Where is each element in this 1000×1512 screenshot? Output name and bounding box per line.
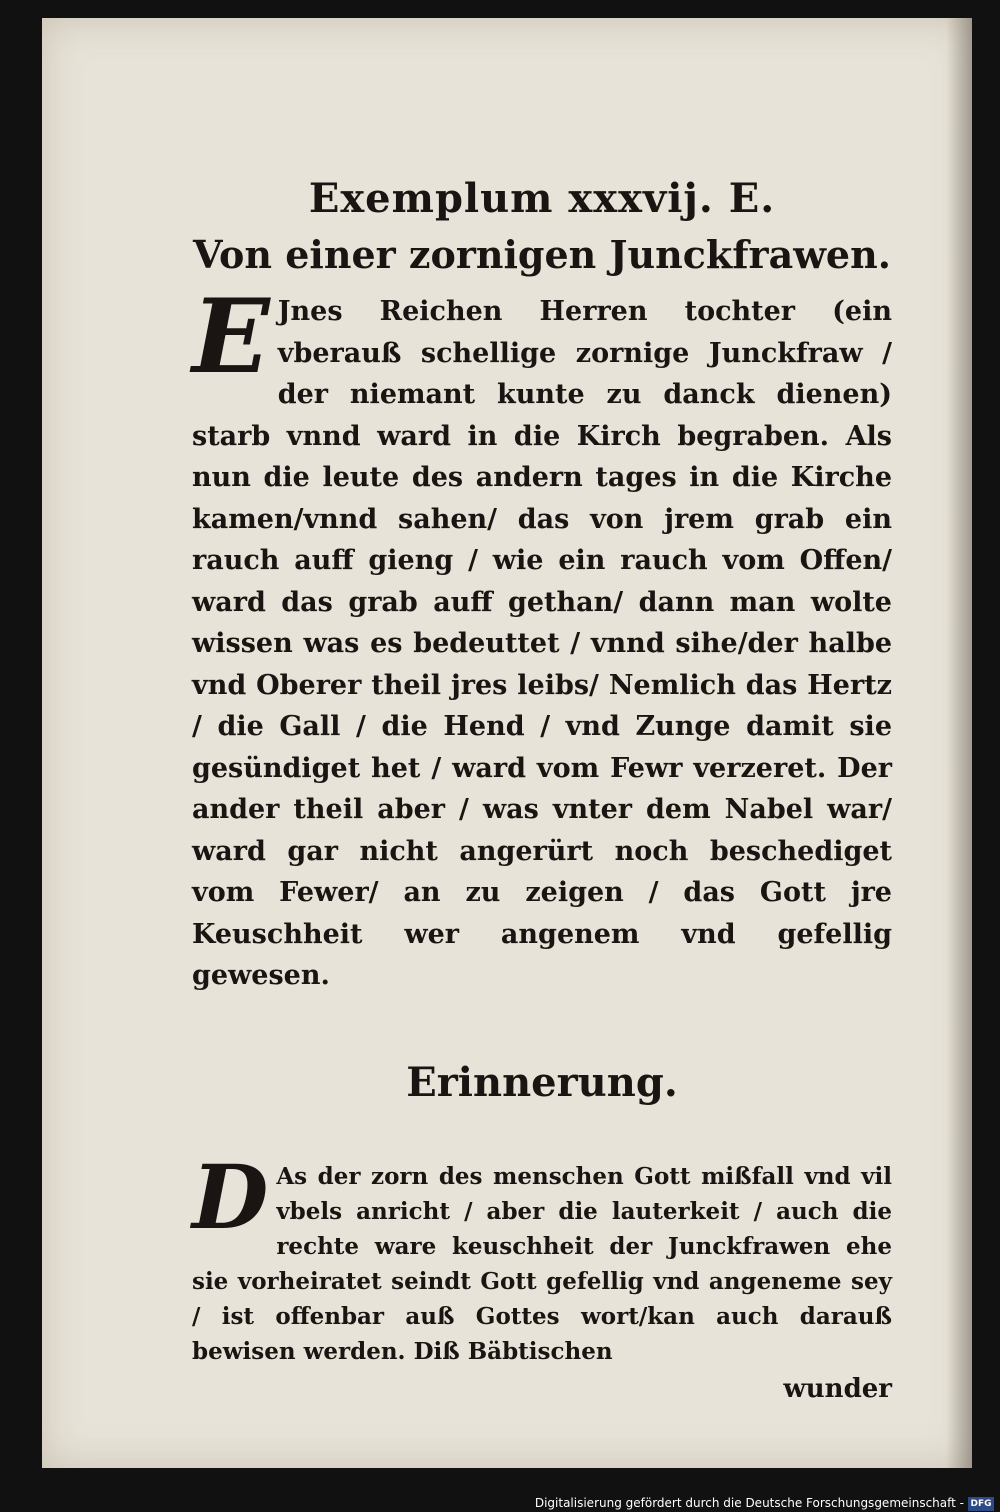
exemplum-title: Exemplum xxxvij. E. [308, 175, 776, 222]
page-gutter-shadow [946, 18, 972, 1468]
erinnerung-heading: Erinnerung. [406, 1058, 678, 1106]
catchword: wunder [783, 1373, 892, 1404]
page-text-block [192, 173, 892, 1407]
dropcap-initial: E [192, 277, 270, 397]
exemplum-subtitle: Von einer zornigen Junckfrawen. [193, 232, 891, 277]
dropcap-initial-2: D [192, 1144, 269, 1249]
book-page [42, 18, 972, 1468]
main-paragraph [192, 277, 892, 997]
digitization-credit: Digitalisierung gefördert durch die Deutsche Forschungsgemeinschaft - [534, 1496, 964, 1510]
main-paragraph-text: Jnes Reichen Herren tochter (ein vberauß schellige zornige Junckfraw / der niemant kunte zu danck dienen) starb vnnd ward in die Kirch begraben. Als nun die leute des andern tages in die Kirche kamen/vnnd sahen/ das von jrem grab ein rauch auff gieng / wie ein rauch vom Offen/ ward das grab auff gethan/ dann man wolte wissen was es bedeuttet / vnnd sihe/der halbe vnd Oberer theil jres leibs/ Nemlich das Hertz / die Gall / die Hend / vnd Zunge damit sie gesündiget het / ward vom Fewr verzeret. Der ander theil aber / was vnter dem Nabel war/ ward gar nicht angerürt noch beschediget vom Fewer/ an zu zeigen / das Gott jre Keuschheit wer angenem vnd gefellig gewesen. [192, 296, 892, 991]
dfg-logo: DFG [968, 1497, 994, 1511]
erinnerung-paragraph-text: As der zorn des menschen Gott mißfall vnd vil vbels anricht / aber die lauterkeit / auch die rechte ware keuschheit der Junckfrawen ehe sie vorheiratet seindt Gott gefellig vnd angeneme sey / ist offenbar auß Gottes wort/kan auch darauß bewisen werden. Diß Bäbtischen [192, 1162, 892, 1365]
erinnerung-paragraph [192, 1144, 892, 1369]
